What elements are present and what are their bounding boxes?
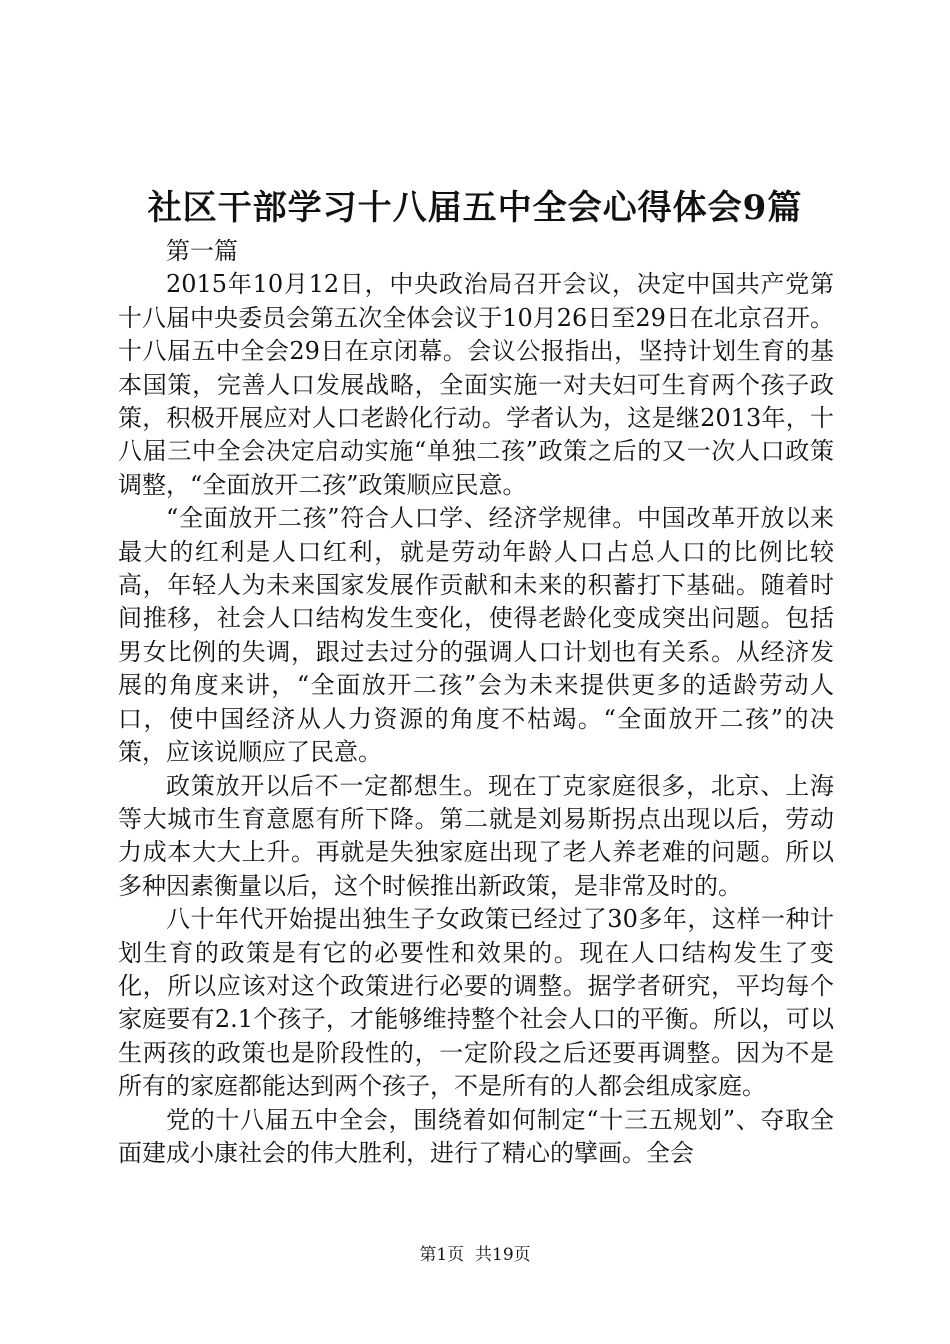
paragraph-3: 政策放开以后不一定都想生。现在丁克家庭很多，北京、上海等大城市生育意愿有所下降。第二就是刘易斯拐点出现以后，劳动力成本大大上升。再就是失独家庭出现了老人养老难的问题。所以多种因素衡量以后，这个时候推出新政策，是非常及时的。	[118, 771, 834, 900]
paragraph-4: 八十年代开始提出独生子女政策已经过了30多年，这样一种计划生育的政策是有它的必要性和效果的。现在人口结构发生了变化，所以应该对这个政策进行必要的调整。据学者研究，平均每个家庭要有2.1个孩子，才能够维持整个社会人口的平衡。所以，可以生两孩的政策也是阶段性的，一定阶段之后还要再调整。因为不是所有的家庭都能达到两个孩子，不是所有的人都会组成家庭。	[118, 905, 834, 1101]
paragraph-1: 2015年10月12日，中央政治局召开会议，决定中国共产党第十八届中央委员会第五次全体会议于10月26日至29日在北京召开。十八届五中全会29日在京闭幕。会议公报指出，坚持计划生育的基本国策，完善人口发展战略，全面实施一对夫妇可生育两个孩子政策，积极开展应对人口老龄化行动。学者认为，这是继2013年，十八届三中全会决定启动实施“单独二孩”政策之后的又一次人口政策调整，“全面放开二孩”政策顺应民意。	[118, 270, 834, 499]
paragraph-2: “全面放开二孩”符合人口学、经济学规律。中国改革开放以来最大的红利是人口红利，就是劳动年龄人口占总人口的比例比较高，年轻人为未来国家发展作贡献和未来的积蓄打下基础。随着时间推移，社会人口结构发生变化，使得老龄化变成突出问题。包括男女比例的失调，跟过去过分的强调人口计划也有关系。从经济发展的角度来讲，“全面放开二孩”会为未来提供更多的适龄劳动人口，使中国经济从人力资源的角度不枯竭。“全面放开二孩”的决策，应该说顺应了民意。	[118, 504, 834, 767]
document-body	[118, 235, 834, 1170]
footer-spacer	[464, 1245, 475, 1265]
document-title: 社区干部学习十八届五中全会心得体会9篇	[147, 188, 803, 228]
paragraph-5: 党的十八届五中全会，围绕着如何制定“十三五规划”、夺取全面建成小康社会的伟大胜利，进行了精心的擘画。全会	[118, 1105, 834, 1167]
page-number-total: 共19页	[475, 1245, 531, 1265]
page-number-current: 第1页	[419, 1245, 465, 1265]
section-heading: 第一篇	[166, 237, 238, 265]
page-footer	[0, 1243, 950, 1267]
